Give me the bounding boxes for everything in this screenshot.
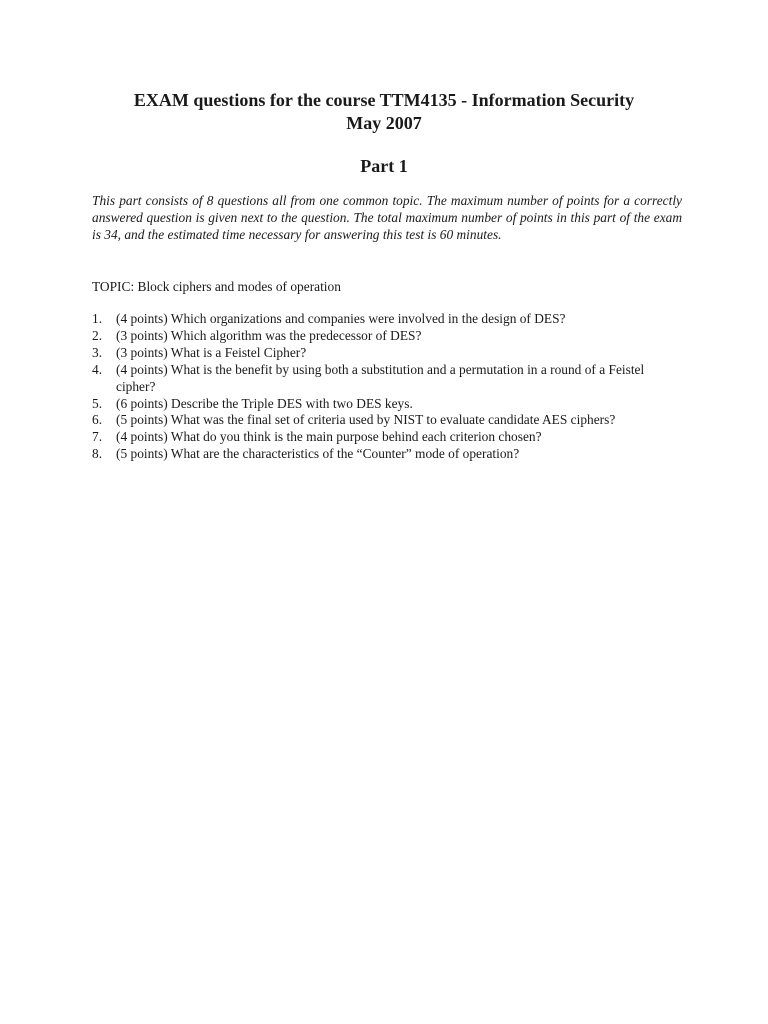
question-number: 2. — [92, 327, 103, 343]
question-item — [92, 345, 682, 362]
question-text: (3 points) Which algorithm was the predecessor of DES? — [116, 327, 422, 343]
question-item — [92, 446, 682, 463]
question-item — [92, 412, 682, 429]
question-item — [92, 328, 682, 345]
question-number: 7. — [92, 429, 103, 445]
document-title — [0, 89, 768, 135]
intro-paragraph: This part consists of 8 questions all from one common topic. The maximum number of points for a correctly answered question is given next to the question. The total maximum number of points in this part of the exam is 34, and the estimated time necessary for answering this test is 60 minutes. — [92, 193, 682, 242]
question-item — [92, 429, 682, 446]
question-item — [92, 396, 682, 413]
question-number: 6. — [92, 412, 103, 428]
question-text: (6 points) Describe the Triple DES with two DES keys. — [116, 395, 413, 411]
question-item — [92, 362, 682, 396]
question-text: (4 points) What is the benefit by using both a substitution and a permutation in a round of a Feistel cipher? — [116, 361, 645, 394]
part-heading: Part 1 — [360, 156, 408, 176]
question-text: (5 points) What was the final set of criteria used by NIST to evaluate candidate AES ciphers? — [116, 412, 616, 428]
question-text: (5 points) What are the characteristics of the “Counter” mode of operation? — [116, 446, 520, 462]
question-list — [92, 311, 682, 463]
question-text: (3 points) What is a Feistel Cipher? — [116, 344, 307, 360]
question-number: 1. — [92, 311, 103, 326]
question-text: (4 points) Which organizations and companies were involved in the design of DES? — [116, 311, 566, 326]
question-number: 3. — [92, 344, 103, 360]
question-number: 4. — [92, 361, 103, 377]
question-number: 5. — [92, 395, 103, 411]
title-line-date: May 2007 — [346, 113, 422, 133]
title-line-course: EXAM questions for the course TTM4135 - Information Security — [133, 90, 635, 110]
topic-line: TOPIC: Block ciphers and modes of operation — [92, 279, 341, 294]
question-text: (4 points) What do you think is the main purpose behind each criterion chosen? — [116, 429, 542, 445]
question-number: 8. — [92, 446, 103, 462]
question-item — [92, 311, 682, 328]
